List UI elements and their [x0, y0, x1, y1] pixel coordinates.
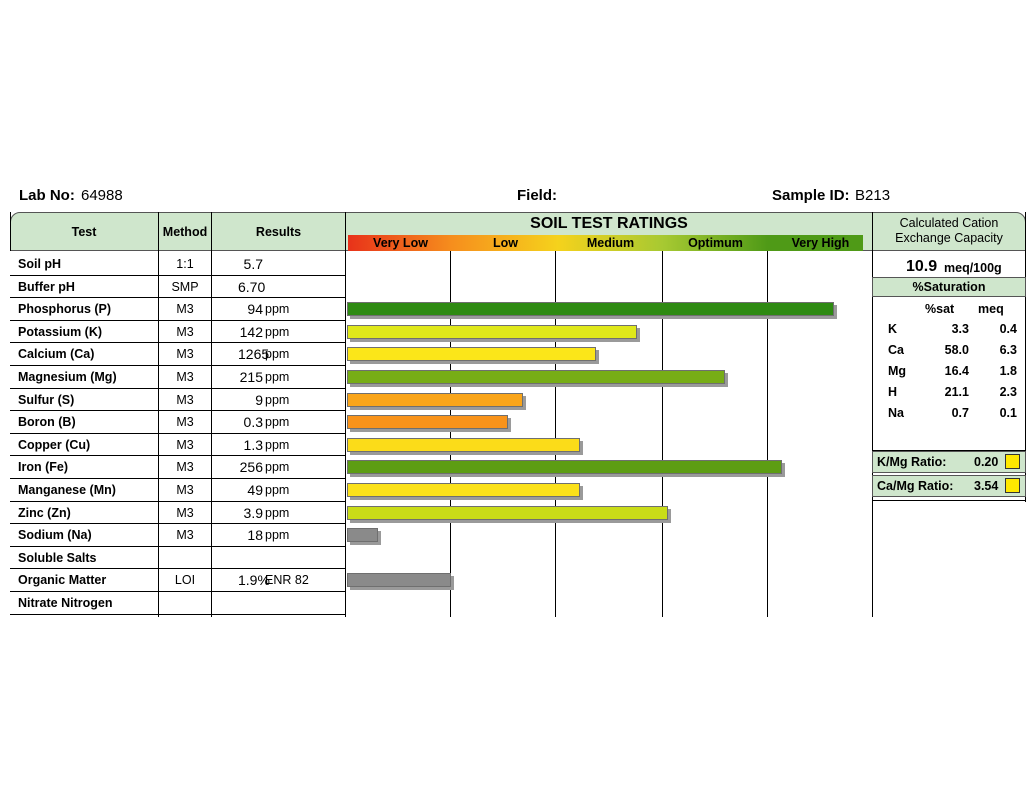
test-name: Phosphorus (P)	[18, 302, 112, 317]
test-unit: ppm	[265, 437, 290, 452]
rating-bar	[347, 415, 508, 429]
test-method: M3	[176, 528, 194, 543]
cec-title-line2: Exchange Capacity	[895, 231, 1003, 245]
test-name: Sodium (Na)	[18, 528, 92, 543]
test-name: Manganese (Mn)	[18, 483, 116, 497]
saturation-meq: 0.1	[999, 406, 1017, 420]
test-name: Soluble Salts	[18, 550, 97, 565]
rating-bar	[347, 370, 725, 384]
rating-bar	[347, 460, 782, 474]
test-method: LOI	[174, 573, 196, 588]
test-name: Potassium (K)	[18, 324, 103, 339]
test-value: 0.3	[243, 414, 263, 431]
saturation-ion: Na	[888, 406, 904, 420]
test-unit: ppm	[265, 302, 290, 317]
test-unit: ppm	[265, 347, 290, 362]
saturation-meq: 1.8	[999, 364, 1017, 378]
saturation-col-meq: meq	[978, 302, 1004, 316]
test-name: Soil pH	[18, 257, 62, 271]
test-value: 1265	[238, 346, 270, 363]
test-method: M3	[176, 460, 194, 475]
ca-mg-ratio-label: Ca/Mg Ratio:	[877, 479, 954, 493]
test-method: M3	[176, 437, 194, 452]
test-method: M3	[176, 370, 194, 384]
test-value: 215	[239, 369, 263, 385]
saturation-sat: 16.4	[944, 364, 969, 378]
test-method: M3	[176, 483, 194, 497]
test-name: Magnesium (Mg)	[18, 370, 117, 384]
ratings-title: SOIL TEST RATINGS	[530, 215, 688, 232]
saturation-sat: 58.0	[944, 343, 969, 357]
rating-label: Low	[493, 236, 518, 250]
rating-bar	[347, 483, 580, 497]
saturation-meq: 6.3	[999, 343, 1017, 357]
test-method: M3	[176, 505, 194, 520]
test-name: Organic Matter	[18, 573, 107, 588]
test-method: SMP	[171, 279, 199, 294]
saturation-sat: 3.3	[951, 322, 969, 336]
saturation-ion: Mg	[888, 364, 907, 378]
test-unit: ppm	[265, 415, 290, 430]
test-value: 6.70	[238, 278, 266, 295]
saturation-ion: K	[888, 322, 898, 336]
k-mg-ratio-swatch	[1005, 454, 1020, 469]
ca-mg-ratio-swatch	[1005, 478, 1020, 493]
test-name: Copper (Cu)	[18, 437, 91, 452]
rating-bar	[347, 573, 451, 587]
saturation-meq: 2.3	[999, 385, 1017, 399]
saturation-col-sat: %sat	[925, 302, 955, 316]
rating-bar	[347, 347, 596, 361]
test-value: 1.3	[243, 436, 263, 453]
test-value: 18	[247, 527, 263, 544]
test-value: 49	[247, 482, 263, 498]
ca-mg-ratio-value: 3.54	[974, 479, 999, 493]
rating-label: Very Low	[373, 236, 428, 250]
test-name: Sulfur (S)	[18, 392, 75, 407]
lab-no-value: 64988	[81, 187, 123, 204]
saturation-title: %Saturation	[912, 280, 986, 294]
test-name: Buffer pH	[18, 279, 75, 294]
saturation-ion: H	[888, 385, 898, 399]
rating-label: Very High	[791, 236, 850, 250]
sample-id-value: B213	[855, 187, 891, 204]
test-method: 1:1	[176, 257, 194, 271]
rating-bar	[347, 302, 834, 316]
rating-bar	[347, 528, 378, 542]
test-unit: ppm	[265, 324, 290, 339]
rating-bar	[347, 438, 580, 452]
test-value: 1.9%	[238, 572, 270, 589]
test-name: Iron (Fe)	[18, 460, 68, 475]
test-unit: ppm	[265, 505, 290, 520]
rating-label: Medium	[586, 236, 635, 250]
test-unit: ENR 82	[265, 573, 309, 588]
col-test-header: Test	[71, 225, 97, 239]
test-unit: ppm	[265, 370, 290, 384]
test-name: Zinc (Zn)	[18, 505, 71, 520]
test-unit: ppm	[265, 392, 290, 407]
test-value: 256	[239, 459, 263, 476]
test-method: M3	[176, 324, 194, 339]
test-method: M3	[176, 392, 194, 407]
soil-report-table	[10, 212, 1026, 617]
rating-label: Optimum	[688, 236, 743, 250]
cec-unit: meq/100g	[944, 261, 1002, 275]
col-results-header: Results	[255, 225, 302, 239]
test-method: M3	[176, 347, 194, 362]
test-value: 142	[239, 323, 263, 340]
test-unit: ppm	[265, 483, 290, 497]
test-value: 5.7	[243, 256, 263, 272]
k-mg-ratio-value: 0.20	[974, 455, 999, 469]
cec-title-line1: Calculated Cation	[899, 216, 999, 230]
rating-bar	[347, 506, 668, 520]
saturation-meq: 0.4	[999, 322, 1017, 336]
rating-bar	[347, 325, 637, 339]
test-value: 3.9	[243, 504, 263, 521]
test-name: Calcium (Ca)	[18, 347, 95, 362]
test-value: 9	[255, 391, 263, 408]
test-method: M3	[176, 302, 194, 317]
cec-value: 10.9	[906, 258, 938, 275]
saturation-sat: 0.7	[951, 406, 969, 420]
saturation-ion: Ca	[888, 343, 904, 357]
col-method-header: Method	[162, 225, 208, 239]
field-label: Field:	[517, 187, 557, 204]
test-unit: ppm	[265, 460, 290, 475]
test-unit: ppm	[265, 528, 290, 543]
lab-no-label: Lab No:	[19, 187, 75, 204]
k-mg-ratio-label: K/Mg Ratio:	[877, 455, 947, 469]
rating-bar	[347, 393, 523, 407]
test-name: Boron (B)	[18, 415, 76, 430]
test-method: M3	[176, 415, 194, 430]
sample-id-label: Sample ID:	[772, 187, 850, 204]
saturation-sat: 21.1	[944, 385, 969, 399]
test-value: 94	[247, 301, 263, 318]
test-name: Nitrate Nitrogen	[18, 596, 113, 610]
